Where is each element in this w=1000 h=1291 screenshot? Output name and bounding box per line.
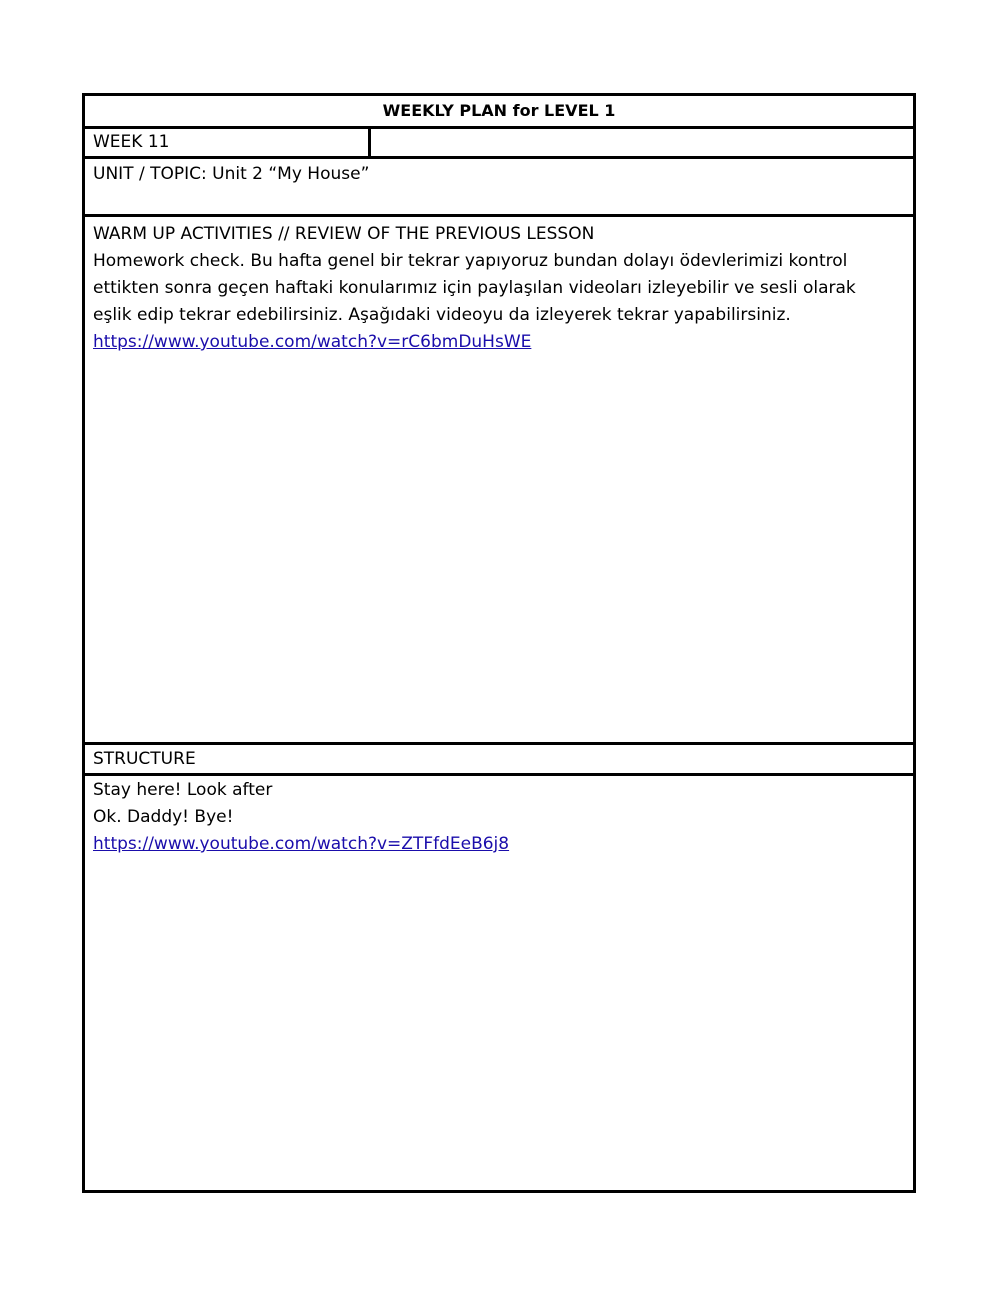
warmup-heading: WARM UP ACTIVITIES // REVIEW OF THE PREVIOUS LESSON — [93, 224, 595, 244]
plan-title: WEEKLY PLAN for LEVEL 1 — [85, 96, 913, 129]
structure-video-link[interactable]: https://www.youtube.com/watch?v=ZTFfdEeB6j8 — [93, 834, 510, 854]
structure-line-2: Ok. Daddy! Bye! — [93, 807, 234, 827]
warmup-text-line-1: Homework check. Bu hafta genel bir tekrar yapıyoruz bundan dolayı ödevlerimizi kontrol — [93, 251, 848, 271]
warmup-section — [85, 217, 913, 745]
warmup-video-link[interactable]: https://www.youtube.com/watch?v=rC6bmDuHsWE — [93, 332, 532, 352]
structure-section — [85, 776, 913, 1190]
structure-line-1: Stay here! Look after — [93, 780, 273, 800]
week-value-cell — [371, 129, 913, 156]
unit-topic-row — [85, 159, 913, 217]
warmup-text-line-2: ettikten sonra geçen haftaki konularımız için paylaşılan videoları izleyebilir ve sesli olarak — [93, 278, 856, 298]
week-label: WEEK 11 — [85, 129, 371, 156]
structure-heading-row — [85, 745, 913, 776]
unit-topic-label: UNIT / TOPIC: Unit 2 “My House” — [93, 164, 370, 184]
warmup-text-line-3: eşlik edip tekrar edebilirsiniz. Aşağıdaki videoyu da izleyerek tekrar yapabilirsiniz. — [93, 305, 791, 325]
weekly-plan-table — [82, 93, 916, 1193]
week-row — [85, 129, 913, 159]
structure-heading: STRUCTURE — [93, 749, 196, 769]
